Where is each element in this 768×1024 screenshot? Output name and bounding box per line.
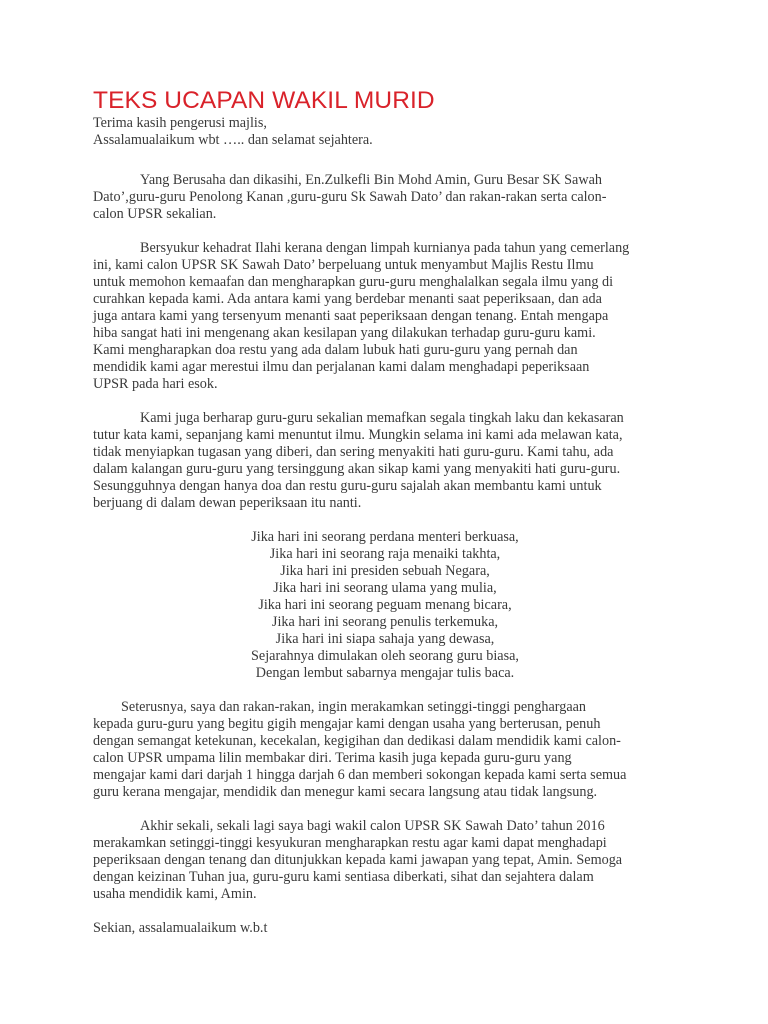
paragraph-line: mengajar kami dari darjah 1 hingga darjah 6 dan memberi sokongan kepada kami serta semua bbox=[93, 767, 627, 783]
poem-line: Sejarahnya dimulakan oleh seorang guru biasa, bbox=[251, 648, 519, 664]
poem-line: Jika hari ini seorang ulama yang mulia, bbox=[273, 580, 497, 596]
paragraph-line: juga antara kami yang tersenyum menanti saat peperiksaan dengan tenang. Entah mengapa bbox=[93, 308, 609, 324]
paragraph-line: hiba sangat hati ini mengenang akan kesilapan yang dilakukan terhadap guru-guru kami. bbox=[93, 325, 596, 341]
paragraph-line: mendidik kami agar merestui ilmu dan perjalanan kami dalam menghadapi peperiksaan bbox=[93, 359, 590, 375]
greeting-line: Terima kasih pengerusi majlis, bbox=[93, 115, 267, 131]
paragraph-line: calon UPSR umpama lilin membakar diri. Terima kasih juga kepada guru-guru yang bbox=[93, 750, 572, 766]
paragraph bbox=[93, 699, 677, 801]
document-page bbox=[93, 88, 677, 937]
paragraph-line: Sesungguhnya dengan hanya doa dan restu guru-guru sajalah akan membantu kami untuk bbox=[93, 478, 602, 494]
paragraph-line: peperiksaan dengan tenang dan ditunjukkan kepada kami jawapan yang tepat, Amin. Semoga bbox=[93, 852, 623, 868]
paragraph-line: Yang Berusaha dan dikasihi, En.Zulkefli Bin Mohd Amin, Guru Besar SK Sawah bbox=[140, 172, 602, 188]
paragraph-line: merakamkan setinggi-tinggi kesyukuran mengharapkan restu agar kami dapat menghadapi bbox=[93, 835, 607, 851]
paragraph-line: UPSR pada hari esok. bbox=[93, 376, 218, 392]
poem-line: Jika hari ini seorang peguam menang bicara, bbox=[258, 597, 512, 613]
paragraph-line: Seterusnya, saya dan rakan-rakan, ingin merakamkan setinggi-tinggi penghargaan bbox=[121, 699, 587, 715]
paragraph-line: Akhir sekali, sekali lagi saya bagi wakil calon UPSR SK Sawah Dato’ tahun 2016 bbox=[140, 818, 605, 834]
paragraph bbox=[93, 410, 677, 512]
paragraph-line: tutur kata kami, sepanjang kami menuntut ilmu. Mungkin selama ini kami ada melawan kata, bbox=[93, 427, 623, 443]
paragraph-line: untuk memohon kemaafan dan mengharapkan guru-guru menghalalkan segala ilmu yang di bbox=[93, 274, 614, 290]
paragraph-line: Bersyukur kehadrat Ilahi kerana dengan limpah kurnianya pada tahun yang cemerlang bbox=[140, 240, 630, 256]
paragraph-line: curahkan kepada kami. Ada antara kami yang berdebar menanti saat peperiksaan, dan ada bbox=[93, 291, 602, 307]
paragraph-line: kepada guru-guru yang begitu gigih mengajar kami dengan usaha yang berterusan, penuh bbox=[93, 716, 601, 732]
paragraph-line: dengan keizinan Tuhan jua, guru-guru kami sentiasa diberkati, sihat dan sejahtera dalam bbox=[93, 869, 594, 885]
poem-line: Jika hari ini siapa sahaja yang dewasa, bbox=[275, 631, 495, 647]
poem-line: Dengan lembut sabarnya mengajar tulis baca. bbox=[255, 665, 515, 681]
closing-line: Sekian, assalamualaikum w.b.t bbox=[93, 920, 268, 936]
paragraph-line: usaha mendidik kami, Amin. bbox=[93, 886, 257, 902]
poem-line: Jika hari ini presiden sebuah Negara, bbox=[280, 563, 490, 579]
paragraph-line: calon UPSR sekalian. bbox=[93, 206, 217, 222]
paragraph-line: dengan semangat ketekunan, kecekalan, kegigihan dan dedikasi dalam mendidik kami calon- bbox=[93, 733, 621, 749]
paragraph-line: ini, kami calon UPSR SK Sawah Dato’ berpeluang untuk menyambut Majlis Restu Ilmu bbox=[93, 257, 594, 273]
paragraph-line: Kami juga berharap guru-guru sekalian memafkan segala tingkah laku dan kekasaran bbox=[140, 410, 624, 426]
poem bbox=[93, 529, 677, 682]
paragraph bbox=[93, 240, 677, 393]
poem-line: Jika hari ini seorang raja menaiki takhta, bbox=[269, 546, 501, 562]
greeting-line: Assalamualaikum wbt ….. dan selamat sejahtera. bbox=[93, 132, 373, 148]
paragraph-line: dalam kalangan guru-guru yang tersinggung akan sikap kami yang menyakiti hati guru-guru. bbox=[93, 461, 621, 477]
paragraph bbox=[93, 818, 677, 903]
paragraph-line: tidak menyiapkan tugasan yang diberi, dan sering menyakiti hati guru-guru. Kami tahu, ada bbox=[93, 444, 614, 460]
paragraph bbox=[93, 172, 677, 223]
poem-line: Jika hari ini seorang penulis terkemuka, bbox=[271, 614, 499, 630]
poem-line: Jika hari ini seorang perdana menteri berkuasa, bbox=[251, 529, 519, 545]
paragraph-line: Kami mengharapkan doa restu yang ada dalam lubuk hati guru-guru yang pernah dan bbox=[93, 342, 578, 358]
document-title: TEKS UCAPAN WAKIL MURID bbox=[93, 87, 435, 114]
greeting bbox=[93, 115, 677, 149]
paragraph-line: berjuang di dalam dewan peperiksaan itu nanti. bbox=[93, 495, 362, 511]
paragraph-line: Dato’,guru-guru Penolong Kanan ,guru-guru Sk Sawah Dato’ dan rakan-rakan serta calon- bbox=[93, 189, 607, 205]
paragraph-line: guru kerana mengajar, mendidik dan menegur kami secara langsung atau tidak langsung. bbox=[93, 784, 598, 800]
